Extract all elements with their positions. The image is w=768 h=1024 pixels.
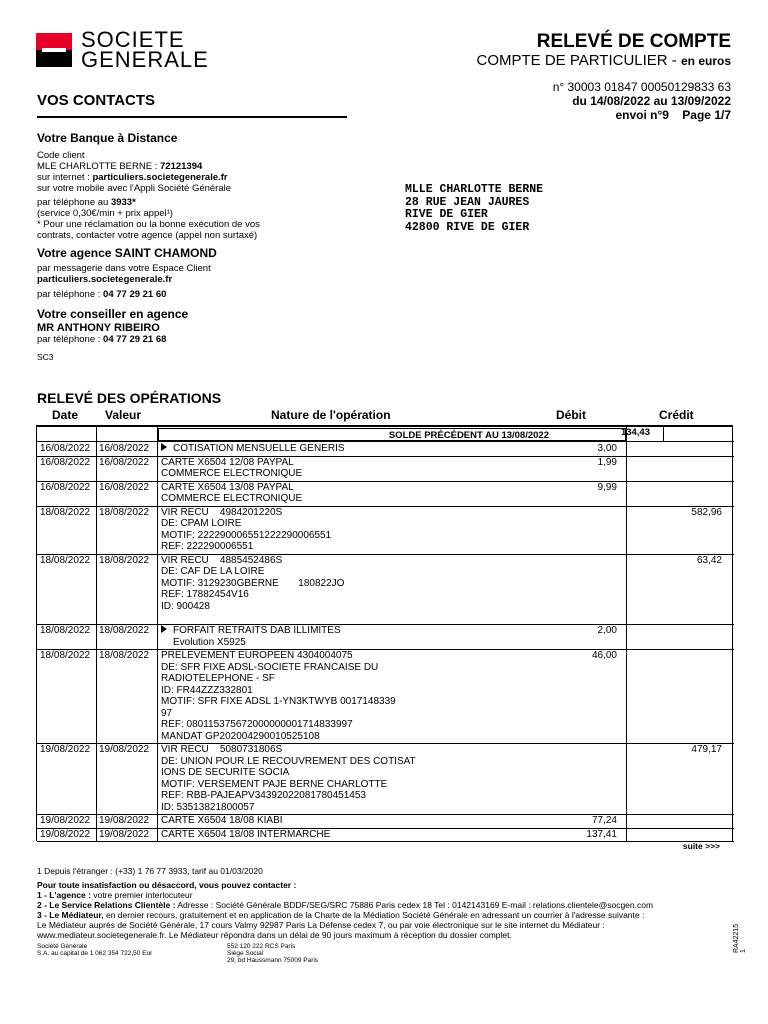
op-nature: VIR RECU 4984201220S DE: CPAM LOIRE MOTIF: 222290006551222290006551 REF: 222290006551	[161, 506, 332, 552]
account-type: COMPTE DE PARTICULIER - en euros	[476, 52, 731, 69]
row-separator	[37, 841, 734, 842]
conseiller-code: SC3	[37, 352, 54, 362]
op-nature: FORFAIT RETRAITS DAB ILLIMITES Evolution X5925	[161, 625, 341, 648]
recipient-address: MLLE CHARLOTTE BERNE 28 RUE JEAN JAURES RIVE DE GIER 42800 RIVE DE GIER	[405, 183, 544, 234]
op-date: 18/08/2022	[40, 650, 91, 661]
table-row	[37, 744, 734, 815]
op-nature: CARTE X6504 18/08 KIABI	[161, 815, 283, 826]
op-debit: 46,00	[591, 650, 617, 661]
solde-label: SOLDE PRÉCÉDENT AU 13/08/2022	[388, 430, 549, 441]
col-header-credit: Crédit	[659, 408, 694, 422]
table-row	[37, 443, 734, 457]
table-row	[37, 507, 734, 555]
op-debit: 137,41	[586, 828, 617, 840]
footer-contacts: Pour toute insatisfaction ou désaccord, vous pouvez contacter : 1 - L'agence : votre premier interlocuteur 2 - Le Service Relations Clientèle : Adresse : Société Générale BDDF/SEG/SRC 75886 Paris cedex 18 Tel : 0142143169 E-mail : relations.clientele@socgen.com 3 - Le Médiateur, en dernier recours, gratuitement et en application de la Charte de la Médiation Société Générale en adressant un courrier à l'adresse suivante : Le Médiateur auprès de Société Générale, 17 cours Valmy 92987 Paris La Défense cedex 7, ou par voie électronique sur le site internet du Médiateur : www.mediateur.societegenerale.fr. Le Médiateur répondra dans un délai de 90 jours maximum à réception du dossier complet.	[37, 880, 654, 940]
suite-link[interactable]: suite >>>	[682, 841, 720, 851]
conseiller-name: MR ANTHONY RIBEIRO	[37, 322, 160, 334]
op-valeur: 19/08/2022	[99, 744, 150, 755]
col-header-nature: Nature de l'opération	[271, 408, 391, 422]
op-valeur: 18/08/2022	[99, 554, 150, 566]
op-credit: 63,42	[696, 554, 722, 566]
table-row	[37, 482, 734, 507]
op-date: 16/08/2022	[40, 443, 91, 454]
table-row	[37, 815, 734, 829]
col-header-valeur: Valeur	[105, 408, 142, 422]
legal-left: Société Générale S.A. au capital de 1 062 354 722,50 Eur	[37, 943, 153, 957]
op-debit: 9,99	[597, 481, 617, 493]
statement-period: du 14/08/2022 au 13/09/2022	[572, 94, 731, 108]
legal-middle: 552 120 222 RCS Paris Siège Social 29, bd Haussmann 75009 Paris	[227, 943, 319, 964]
op-valeur: 18/08/2022	[99, 625, 150, 636]
op-nature: CARTE X6504 18/08 INTERMARCHE	[161, 828, 331, 840]
op-nature: PRELEVEMENT EUROPEEN 4304004075 DE: SFR FIXE ADSL-SOCIETE FRANCAISE DU RADIOTELEPHONE - SF ID: FR44ZZZ332801 MOTIF: SFR FIXE ADSL 1-YN3KTWYB 0017148339 97 REF: 080115375672000000001714833997 MANDAT GP202004290010525108	[161, 650, 396, 742]
logo-line1: SOCIETE	[81, 27, 185, 52]
document-ref: RA42215 1	[733, 923, 747, 953]
logo-wordmark	[81, 27, 209, 72]
solde-precedent-row	[158, 428, 626, 441]
op-date: 19/08/2022	[40, 828, 91, 840]
conseiller-title: Votre conseiller en agence	[37, 307, 189, 321]
table-row	[37, 829, 734, 843]
contacts-title: VOS CONTACTS	[37, 92, 156, 109]
op-date: 19/08/2022	[40, 815, 91, 826]
table-row	[37, 650, 734, 744]
op-date: 18/08/2022	[40, 506, 91, 518]
op-valeur: 19/08/2022	[99, 815, 150, 826]
col-header-date: Date	[52, 408, 79, 422]
agence-title: Votre agence SAINT CHAMOND	[37, 246, 217, 260]
banque-distance-details: Code client MLE CHARLOTTE BERNE : 72121394 sur internet : particuliers.societegenerale.fr sur votre mobile avec l'Appli Société Générale par téléphone au 3933* (service 0,30€/min + prix appel¹) * Pour une réclamation ou la bonne exécution de vos contrats, contacter votre agence (appel non surtaxé)	[37, 150, 260, 241]
op-debit: 2,00	[597, 625, 617, 636]
op-valeur: 16/08/2022	[99, 481, 150, 493]
op-debit: 77,24	[591, 815, 617, 826]
agence-details: par messagerie dans votre Espace Client particuliers.societegenerale.fr par téléphone : 04 77 29 21 60	[37, 263, 211, 300]
op-valeur: 16/08/2022	[99, 443, 150, 454]
statement-info	[553, 80, 731, 122]
op-nature: CARTE X6504 13/08 PAYPAL COMMERCE ELECTRONIQUE	[161, 481, 303, 504]
op-credit: 479,17	[691, 744, 722, 755]
statement-title: RELEVÉ DE COMPTE	[536, 31, 731, 52]
op-valeur: 18/08/2022	[99, 506, 150, 518]
op-nature: VIR RECU 4885452486S DE: CAF DE LA LOIRE MOTIF: 3129230GBERNE 180822JO REF: 17882454V16 ID: 900428	[161, 554, 345, 612]
op-nature: CARTE X6504 12/08 PAYPAL COMMERCE ELECTRONIQUE	[161, 456, 303, 479]
operations-table	[36, 425, 733, 841]
internet-link[interactable]: particuliers.societegenerale.fr	[92, 172, 228, 183]
op-valeur: 18/08/2022	[99, 650, 150, 661]
op-date: 16/08/2022	[40, 481, 91, 493]
agence-phone: 04 77 29 21 60	[103, 289, 167, 300]
op-valeur: 19/08/2022	[99, 828, 150, 840]
conseiller-phone: 04 77 29 21 68	[103, 334, 167, 345]
table-row	[37, 625, 734, 650]
op-date: 19/08/2022	[40, 744, 91, 755]
operations-title: RELEVÉ DES OPÉRATIONS	[37, 390, 222, 406]
account-number: n° 30003 01847 00050129833 63	[552, 80, 731, 94]
triangle-marker-icon	[161, 625, 167, 633]
contacts-divider	[37, 116, 347, 118]
agence-link[interactable]: particuliers.societegenerale.fr	[37, 274, 173, 285]
distance-phone: 3933*	[110, 197, 136, 208]
op-credit: 582,96	[691, 506, 722, 518]
logo-line2: GENERALE	[81, 47, 209, 72]
table-top-rule	[36, 425, 733, 427]
banque-distance-title: Votre Banque à Distance	[37, 131, 178, 145]
op-date: 18/08/2022	[40, 625, 91, 636]
op-debit: 1,99	[597, 456, 617, 468]
envoi-page: envoi n°9 Page 1/7	[615, 108, 731, 122]
op-debit: 3,00	[597, 443, 617, 454]
logo-mark-icon	[36, 33, 72, 67]
triangle-marker-icon	[161, 443, 167, 451]
col-header-debit: Débit	[556, 408, 586, 422]
solde-value: 134,43	[620, 427, 650, 438]
societe-generale-logo	[36, 27, 226, 72]
op-date: 18/08/2022	[40, 554, 91, 566]
op-date: 16/08/2022	[40, 456, 91, 468]
conseiller-details: MR ANTHONY RIBEIRO par téléphone : 04 77 29 21 68 SC3	[37, 322, 167, 362]
op-nature: COTISATION MENSUELLE GENERIS	[161, 443, 345, 455]
op-nature: VIR RECU 5080731806S DE: UNION POUR LE RECOUVREMENT DES COTISAT IONS DE SECURITE SOCIA MOTIF: VERSEMENT PAJE BERNE CHARLOTTE REF: RBB-PAJEAPV34392022081780451453 ID: 53513821800057	[161, 744, 416, 813]
client-code: 72121394	[160, 161, 203, 172]
table-row	[37, 555, 734, 626]
footer-note: 1 Depuis l'étranger : (+33) 1 76 77 3933, tarif au 01/03/2020	[37, 866, 263, 876]
table-row	[37, 457, 734, 482]
op-valeur: 16/08/2022	[99, 456, 150, 468]
